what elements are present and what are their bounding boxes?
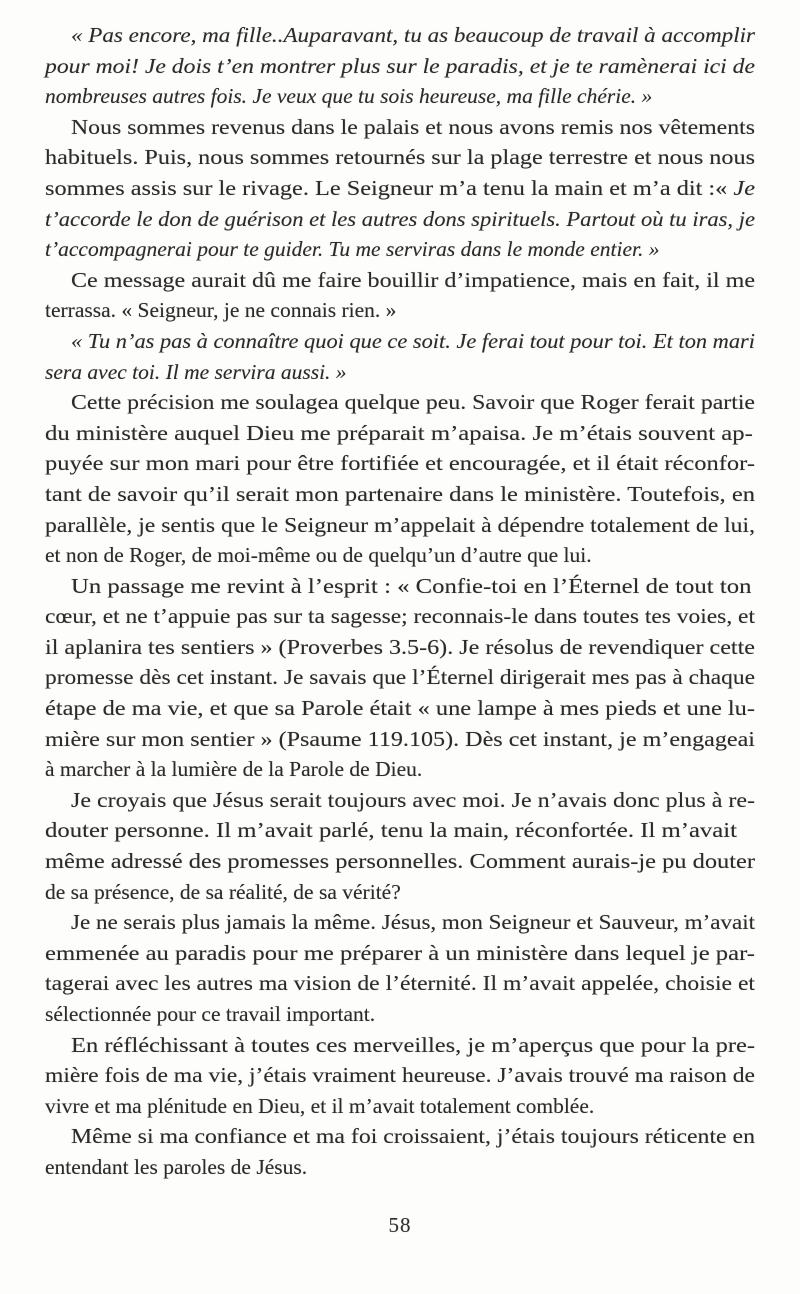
italic-text: t’accorde le don de guérison et les autres dons spirituels. Partout où tu iras, je bbox=[45, 206, 756, 231]
text-line bbox=[45, 479, 755, 510]
text-line bbox=[45, 387, 755, 418]
text-line bbox=[45, 1152, 755, 1183]
italic-text: t’accompagnerai pour te guider. Tu me serviras dans le monde entier. » bbox=[45, 237, 660, 262]
text-line bbox=[45, 326, 755, 357]
italic-text: nombreuses autres fois. Je veux que tu sois heureuse, ma fille chérie. » bbox=[45, 84, 653, 109]
text-line bbox=[45, 81, 755, 112]
text-line bbox=[45, 20, 755, 51]
paragraph bbox=[45, 112, 755, 265]
italic-text: Je bbox=[733, 175, 755, 200]
italic-text: pour moi! Je dois t’en montrer plus sur le paradis, et je te ramènerai ici de bbox=[45, 53, 755, 78]
text-line bbox=[45, 632, 755, 663]
text-line bbox=[45, 1091, 755, 1122]
text-line bbox=[45, 418, 755, 449]
paragraph bbox=[45, 387, 755, 571]
text-line bbox=[45, 357, 755, 388]
body-text: puyée sur mon mari pour être fortifiée et encouragée, et il était réconfor- bbox=[45, 451, 755, 476]
text-line bbox=[45, 877, 755, 908]
text-line bbox=[45, 51, 755, 82]
text-line bbox=[45, 601, 755, 632]
text-line bbox=[45, 907, 755, 938]
body-text: entendant les paroles de Jésus. bbox=[45, 1154, 308, 1179]
body-text: parallèle, je sentis que le Seigneur m’appelait à dépendre totalement de lui, bbox=[45, 512, 756, 537]
italic-text: « Tu n’as pas à connaître quoi que ce soit. Je ferai tout pour toi. Et ton mari bbox=[71, 328, 756, 353]
paragraph bbox=[45, 907, 755, 1029]
italic-text: sera avec toi. Il me servira aussi. » bbox=[45, 359, 347, 384]
text-line bbox=[45, 968, 755, 999]
body-text: Un passage me revint à l’esprit : « Confie-toi en l’Éternel de tout ton bbox=[71, 573, 752, 598]
paragraph bbox=[45, 1121, 755, 1182]
body-text: mière fois de ma vie, j’étais vraiment heureuse. J’avais trouvé ma raison de bbox=[45, 1063, 755, 1088]
italic-text: « Pas encore, ma fille..Auparavant, tu as beaucoup de travail à accomplir bbox=[71, 23, 755, 47]
text-line bbox=[45, 142, 755, 173]
body-text: tagerai avec les autres ma vision de l’éternité. Il m’avait appelée, choisie et bbox=[45, 971, 755, 996]
text-line bbox=[45, 846, 755, 877]
text-line bbox=[45, 662, 755, 693]
text-line bbox=[45, 173, 755, 204]
body-text: de sa présence, de sa réalité, de sa vérité? bbox=[45, 879, 401, 904]
body-text: étape de ma vie, et que sa Parole était « une lampe à mes pieds et une lu- bbox=[45, 696, 755, 721]
body-text: tant de savoir qu’il serait mon partenaire dans le ministère. Toutefois, en bbox=[45, 481, 755, 506]
body-text: Nous sommes revenus dans le palais et nous avons remis nos vêtements bbox=[71, 114, 755, 139]
text-line bbox=[45, 510, 755, 541]
body-text: sommes assis sur le rivage. Le Seigneur m’a tenu la main et m’a dit :« bbox=[45, 175, 734, 200]
body-text: vivre et ma plénitude en Dieu, et il m’avait totalement comblée. bbox=[45, 1093, 595, 1118]
paragraph bbox=[45, 571, 755, 785]
text-block bbox=[45, 20, 755, 1183]
body-text: il aplanira tes sentiers » (Proverbes 3.5-6). Je résolus de revendiquer cette bbox=[45, 634, 755, 659]
text-line bbox=[45, 785, 755, 816]
text-line bbox=[45, 938, 755, 969]
paragraph bbox=[45, 785, 755, 907]
body-text: Même si ma confiance et ma foi croissaient, j’étais toujours réticente en bbox=[71, 1124, 755, 1149]
text-line bbox=[45, 540, 755, 571]
text-line bbox=[45, 815, 755, 846]
body-text: habituels. Puis, nous sommes retournés sur la plage terrestre et nous nous bbox=[45, 145, 755, 170]
body-text: Cette précision me soulagea quelque peu. Savoir que Roger ferait partie bbox=[71, 390, 755, 415]
paragraph bbox=[45, 265, 755, 326]
text-line bbox=[45, 724, 755, 755]
text-line bbox=[45, 754, 755, 785]
body-text: emmenée au paradis pour me préparer à un ministère dans lequel je par- bbox=[45, 940, 755, 965]
page-number: 58 bbox=[388, 1213, 412, 1237]
body-text: du ministère auquel Dieu me préparait m’apaisa. Je m’étais souvent ap- bbox=[45, 420, 753, 445]
text-line bbox=[45, 693, 755, 724]
text-line bbox=[45, 1060, 755, 1091]
text-line bbox=[45, 204, 755, 235]
text-line bbox=[45, 112, 755, 143]
paragraph bbox=[45, 326, 755, 387]
text-line bbox=[45, 1121, 755, 1152]
text-line bbox=[45, 571, 755, 602]
body-text: douter personne. Il m’avait parlé, tenu la main, réconfortée. Il m’avait bbox=[45, 818, 738, 843]
body-text: et non de Roger, de moi-même ou de quelqu’un d’autre que lui. bbox=[45, 543, 592, 568]
text-line bbox=[45, 999, 755, 1030]
body-text: sélectionnée pour ce travail important. bbox=[45, 1002, 376, 1026]
paragraph bbox=[45, 20, 755, 112]
body-text: En réfléchissant à toutes ces merveilles, je m’aperçus que pour la pre- bbox=[71, 1032, 755, 1057]
text-line bbox=[45, 234, 755, 265]
body-text: même adressé des promesses personnelles. Comment aurais-je pu douter bbox=[45, 849, 755, 874]
body-text: Je ne serais plus jamais la même. Jésus, mon Seigneur et Sauveur, m’avait bbox=[71, 910, 756, 935]
body-text: cœur, et ne t’appuie pas sur ta sagesse; reconnais-le dans toutes tes voies, et bbox=[45, 604, 755, 629]
body-text: promesse dès cet instant. Je savais que l’Éternel dirigerait mes pas à chaque bbox=[45, 665, 756, 690]
paragraph bbox=[45, 1030, 755, 1122]
body-text: Je croyais que Jésus serait toujours avec moi. Je n’avais donc plus à re- bbox=[71, 787, 755, 812]
body-text: à marcher à la lumière de la Parole de Dieu. bbox=[45, 757, 423, 782]
text-line bbox=[45, 265, 755, 296]
text-line bbox=[45, 295, 755, 326]
body-text: Ce message aurait dû me faire bouillir d’impatience, mais en fait, il me bbox=[71, 267, 755, 292]
body-text: mière sur mon sentier » (Psaume 119.105). Dès cet instant, je m’engageai bbox=[45, 726, 755, 751]
body-text: terrassa. « Seigneur, je ne connais rien. » bbox=[45, 298, 397, 323]
text-line bbox=[45, 1030, 755, 1061]
text-line bbox=[45, 448, 755, 479]
